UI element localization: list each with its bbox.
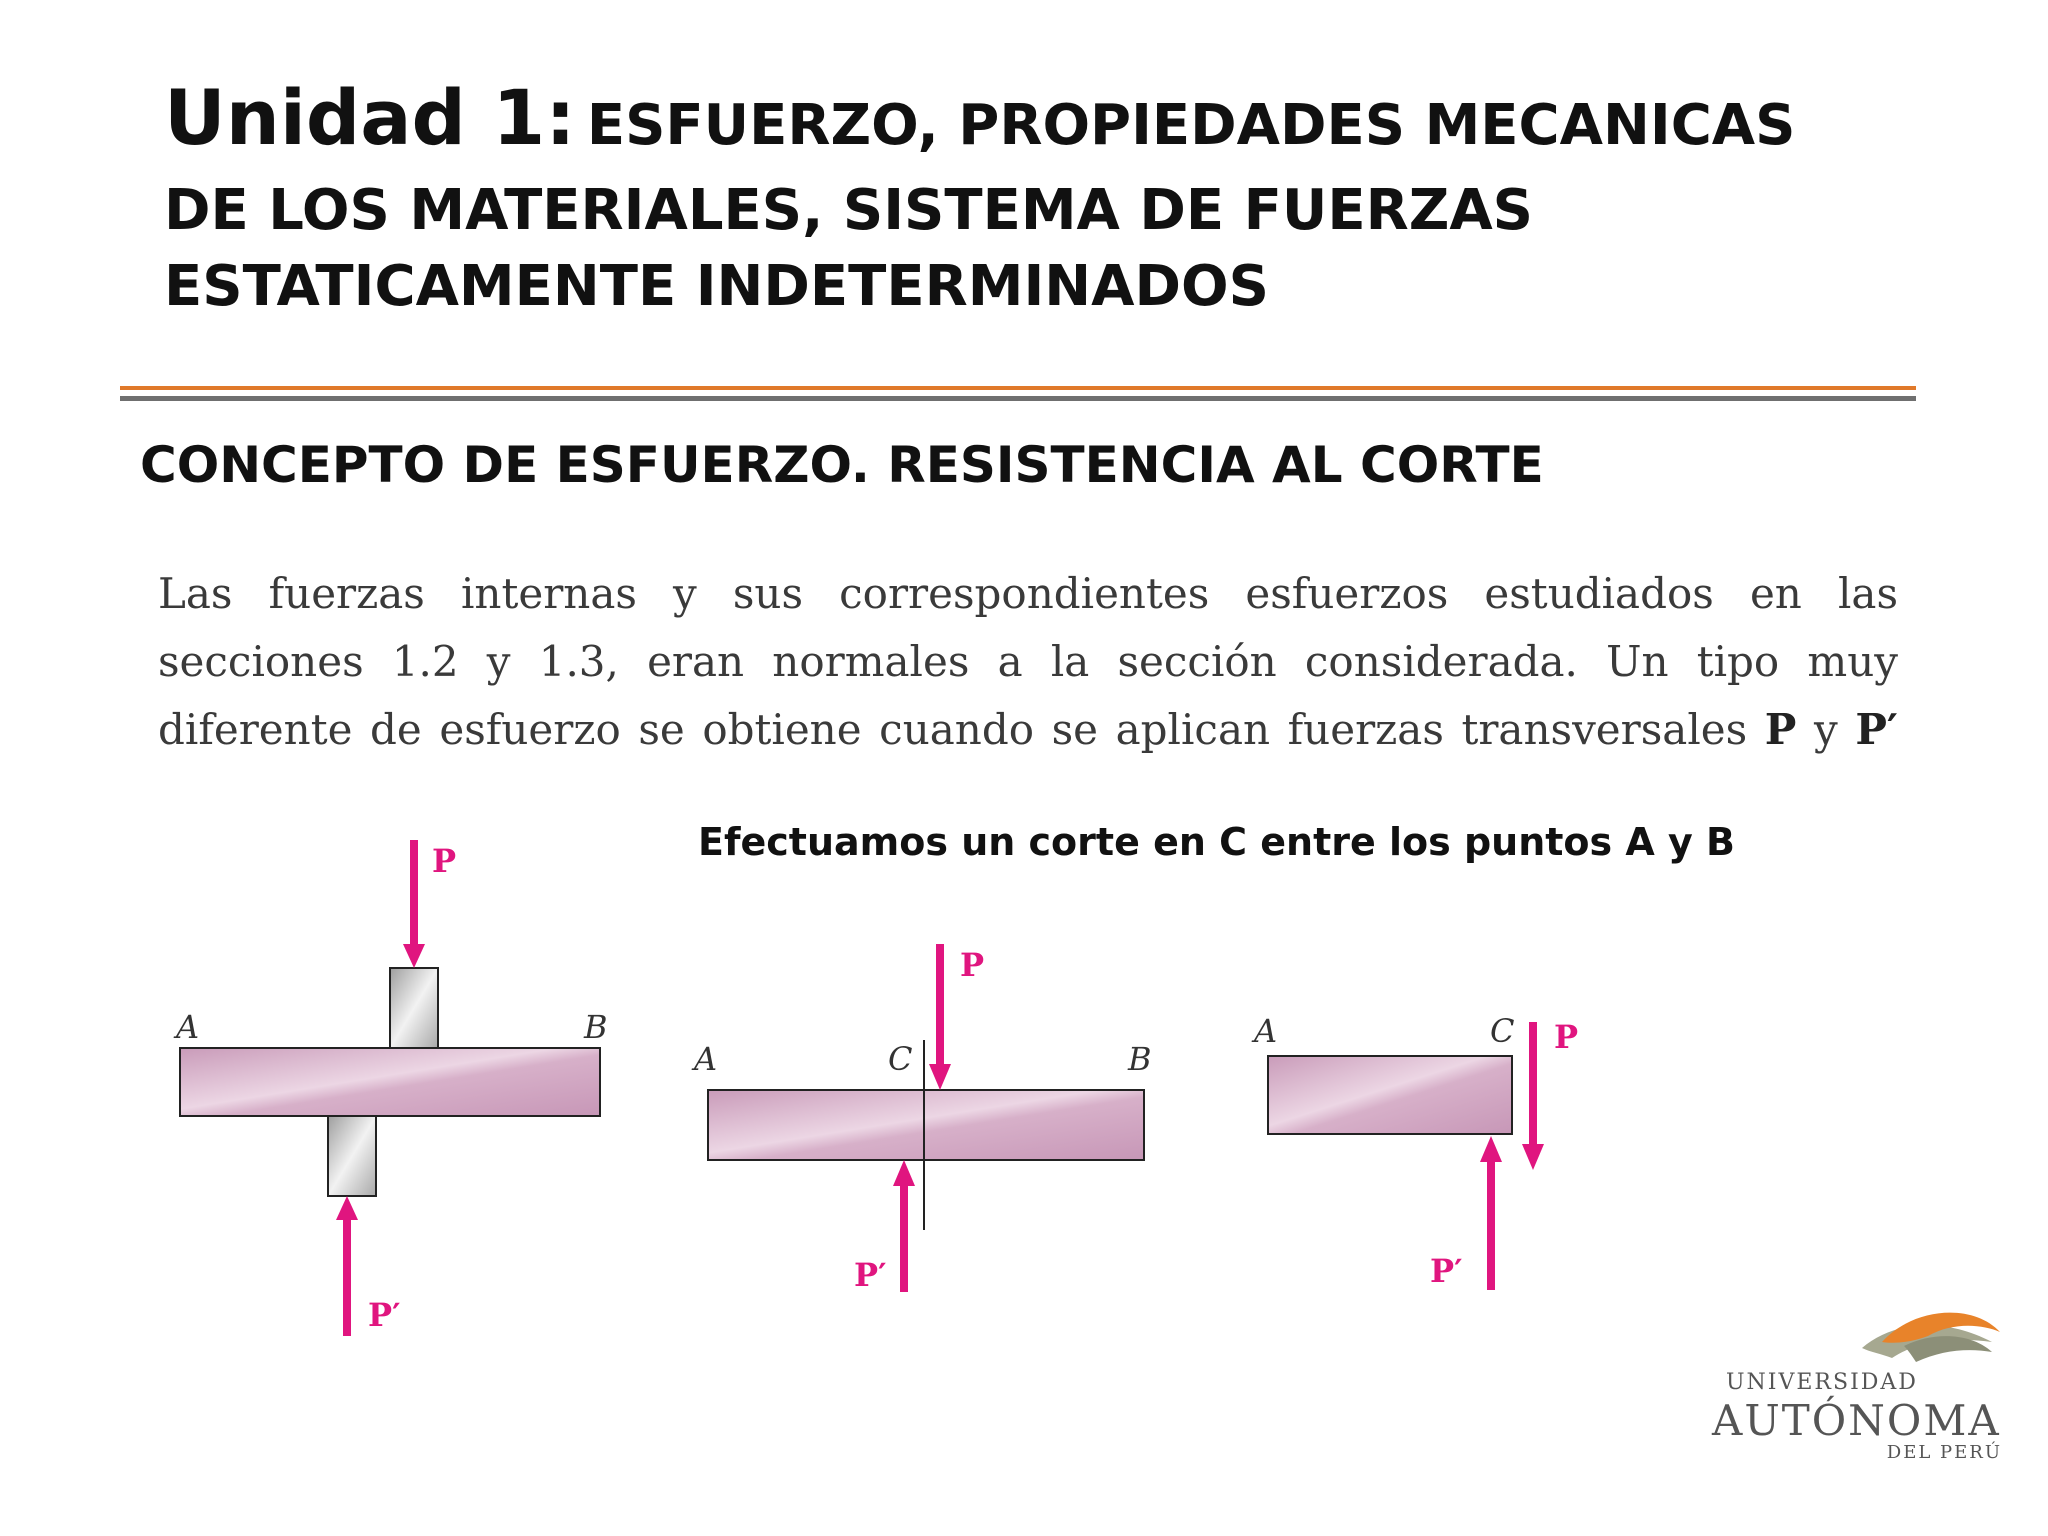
logo-line-3: DEL PERÚ (1886, 1442, 2002, 1463)
logo-line-2: AUTÓNOMA (1712, 1396, 2001, 1445)
label-b: B (584, 1008, 608, 1046)
bar-ab (180, 1048, 600, 1116)
force-arrow-p (1522, 1022, 1544, 1170)
slide-title (164, 73, 1844, 325)
force-arrow-p (403, 840, 425, 968)
force-arrow-p-prime (336, 1196, 358, 1336)
label-p: P (1554, 1018, 1579, 1056)
title-line-2: DE LOS MATERIALES, SISTEMA DE FUERZAS (164, 178, 1533, 243)
logo-emblem-icon (1852, 1302, 2002, 1372)
label-p-prime: P′ (1430, 1252, 1463, 1290)
cut-caption: Efectuamos un corte en C entre los puntos A y B (698, 820, 1735, 864)
university-logo (1712, 1302, 2012, 1462)
body-paragraph: Las fuerzas internas y sus correspondientes esfuerzos estudiados en las secciones 1.2 y 1.3, eran normales a la sección considerada. Un tipo muy diferente de esfuerzo se obtiene cuando se aplican fuerzas transversales P y P′ (158, 569, 1898, 754)
divider-gray (120, 396, 1916, 401)
label-b: B (1128, 1040, 1152, 1078)
title-line-1: Unidad 1: ESFUERZO, PROPIEDADES MECANICAS (164, 73, 1796, 162)
label-p: P (432, 842, 457, 880)
label-a: A (176, 1008, 200, 1046)
force-arrow-p-prime (1480, 1136, 1502, 1290)
label-c: C (1490, 1012, 1515, 1050)
paragraph-text: Las fuerzas internas y sus correspondientes esfuerzos estudiados en las secciones 1.2 y 1.3, eran normales a la sección considerada. Un tipo muy diferente de esfuerzo se obtiene cuando se aplican fuerzas transversales (158, 569, 1898, 754)
force-p-prime-text: P′ (1855, 705, 1898, 754)
figure-cut-bar (680, 940, 1180, 1310)
bolt-top (390, 968, 438, 1048)
bar-acb (708, 1090, 1144, 1160)
title-line-3: ESTATICAMENTE INDETERMINADOS (164, 254, 1269, 319)
unit-label: Unidad 1: (164, 73, 576, 162)
force-arrow-p (929, 944, 951, 1090)
label-a: A (1254, 1012, 1278, 1050)
figure-cut-segment (1240, 1000, 1600, 1310)
force-p-text: P (1764, 705, 1797, 754)
label-a: A (694, 1040, 718, 1078)
logo-line-1: UNIVERSIDAD (1726, 1370, 1918, 1395)
label-p-prime: P′ (854, 1256, 887, 1294)
force-arrow-p-prime (893, 1160, 915, 1292)
bolt-bottom (328, 1116, 376, 1196)
section-title: CONCEPTO DE ESFUERZO. RESISTENCIA AL CORTE (140, 436, 1544, 494)
label-c: C (888, 1040, 913, 1078)
bar-segment-ac (1268, 1056, 1512, 1134)
figure-bolted-bars (160, 820, 640, 1340)
divider-orange (120, 386, 1916, 390)
label-p: P (960, 946, 985, 984)
label-p-prime: P′ (368, 1296, 401, 1334)
